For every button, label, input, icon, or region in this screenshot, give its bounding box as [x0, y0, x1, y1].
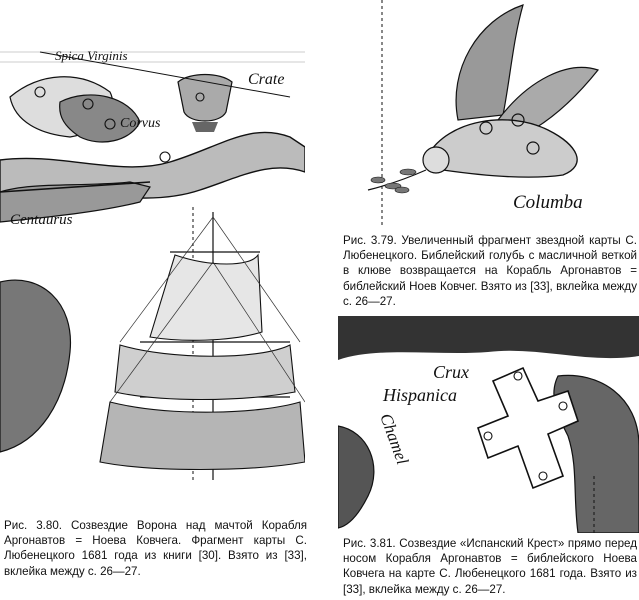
- label-crater: Crate: [248, 71, 285, 88]
- caption-text: Рис. 3.81. Созвездие «Испанский Крест» прямо перед носом Корабля Аргонавтов = библейского Ноева Ковчега на карте С. Любенецкого 1681 года. Взято из [33], вклейка между с. 26—27.: [343, 537, 637, 596]
- caption-text: Рис. 3.80. Созвездие Ворона над мачтой Корабля Аргонавтов = Ноева Ковчега. Фрагмент карты С. Любенецкого 1681 года из книги [30]. Взято из [33], вклейка между с. 26—27.: [4, 519, 307, 578]
- label-spica-virginis: Spica Virginis: [55, 48, 128, 63]
- caption-fig-3-81: [343, 536, 637, 597]
- label-chamel: Chamel: [376, 410, 413, 468]
- caption-fig-3-79: [343, 233, 637, 309]
- figure-corvus-argo: [0, 42, 305, 480]
- label-hispanica: Hispanica: [383, 385, 457, 405]
- label-centaurus: Centaurus: [10, 212, 73, 228]
- caption-text: Рис. 3.79. Увеличенный фрагмент звездной карты С. Любенецкого. Библейский голубь с масличной веткой в клюве возвращается на Корабль Аргонавтов = библейский Ноев Ковчег. Взято из [33], вклейка между с. 26—27.: [343, 234, 637, 308]
- label-corvus: Corvus: [120, 116, 161, 131]
- corvus-argo-engraving: [0, 42, 305, 480]
- crux-engraving: [338, 316, 639, 533]
- columba-engraving: [338, 0, 639, 225]
- figure-crux-hispanica: [338, 316, 639, 533]
- figure-columba: [338, 0, 639, 225]
- caption-fig-3-80: [4, 518, 307, 579]
- label-crux: Crux: [433, 362, 469, 382]
- label-columba: Columba: [513, 192, 583, 213]
